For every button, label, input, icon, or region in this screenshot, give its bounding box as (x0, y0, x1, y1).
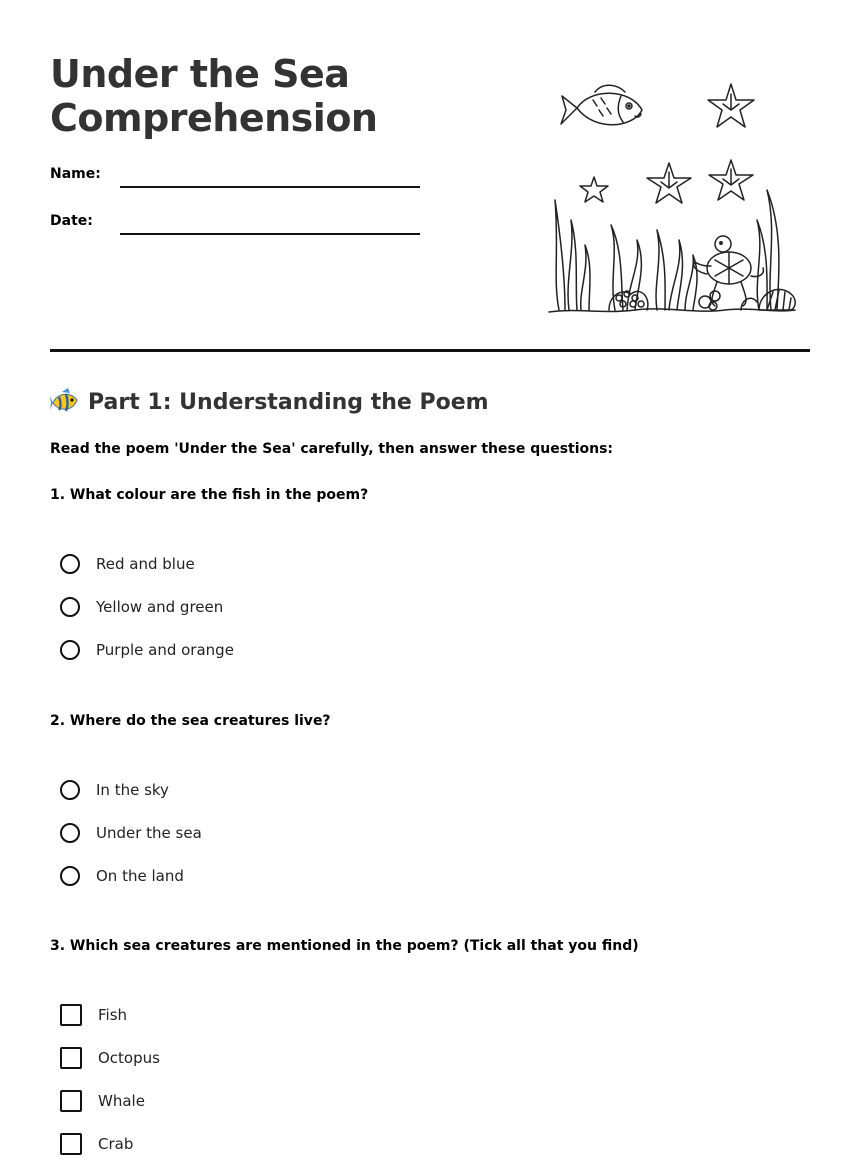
q3-option-2[interactable] (60, 1046, 160, 1070)
starfish-icon (708, 84, 754, 127)
section-divider (50, 349, 810, 352)
option-label: Whale (98, 1092, 145, 1110)
option-label: Fish (98, 1006, 128, 1024)
option-label: Under the sea (96, 824, 202, 842)
name-label: Name: (50, 166, 101, 182)
q1-option-3[interactable] (60, 638, 234, 662)
starfish-icon (709, 160, 753, 200)
option-label: Red and blue (96, 555, 195, 573)
question-2: 2. Where do the sea creatures live? (50, 713, 331, 729)
title-line-2: Comprehension (50, 96, 378, 140)
q3-option-3[interactable] (60, 1089, 145, 1113)
question-1: 1. What colour are the fish in the poem? (50, 487, 369, 503)
tropical-fish-icon (50, 388, 80, 416)
seabed-line (549, 309, 795, 312)
option-label: In the sky (96, 781, 169, 799)
sea-illustration (545, 80, 800, 320)
q1-option-2[interactable] (60, 595, 223, 619)
option-label: Crab (98, 1135, 134, 1153)
part1-heading-text: Part 1: Understanding the Poem (88, 389, 489, 415)
seaweed-icon (757, 190, 779, 310)
q2-option-2[interactable] (60, 821, 202, 845)
date-label: Date: (50, 213, 93, 229)
seaweed-icon (611, 225, 697, 310)
seaweed-icon (555, 200, 590, 310)
checkbox[interactable] (60, 1090, 82, 1112)
starfish-icon (647, 163, 691, 203)
option-label: Yellow and green (96, 598, 224, 616)
date-field[interactable] (120, 233, 420, 235)
option-label: Octopus (98, 1049, 160, 1067)
q1-option-1[interactable] (60, 552, 195, 576)
option-label: Purple and orange (96, 641, 234, 659)
radio-button[interactable] (60, 554, 80, 574)
q2-option-1[interactable] (60, 778, 169, 802)
radio-button[interactable] (60, 640, 80, 660)
radio-button[interactable] (60, 780, 80, 800)
q3-option-1[interactable] (60, 1003, 127, 1027)
instructions: Read the poem 'Under the Sea' carefully, then answer these questions: (50, 441, 614, 457)
checkbox[interactable] (60, 1133, 82, 1155)
part1-heading (50, 388, 489, 416)
radio-button[interactable] (60, 597, 80, 617)
checkbox[interactable] (60, 1004, 82, 1026)
page-title (50, 52, 377, 140)
q3-option-4[interactable] (60, 1132, 133, 1156)
question-3: 3. Which sea creatures are mentioned in the poem? (Tick all that you find) (50, 938, 639, 954)
q2-option-3[interactable] (60, 864, 184, 888)
radio-button[interactable] (60, 866, 80, 886)
fish-icon (561, 85, 642, 125)
option-label: On the land (96, 867, 184, 885)
checkbox[interactable] (60, 1047, 82, 1069)
title-line-1: Under the Sea (50, 52, 350, 96)
name-field[interactable] (120, 186, 420, 188)
radio-button[interactable] (60, 823, 80, 843)
starfish-icon (580, 177, 608, 202)
